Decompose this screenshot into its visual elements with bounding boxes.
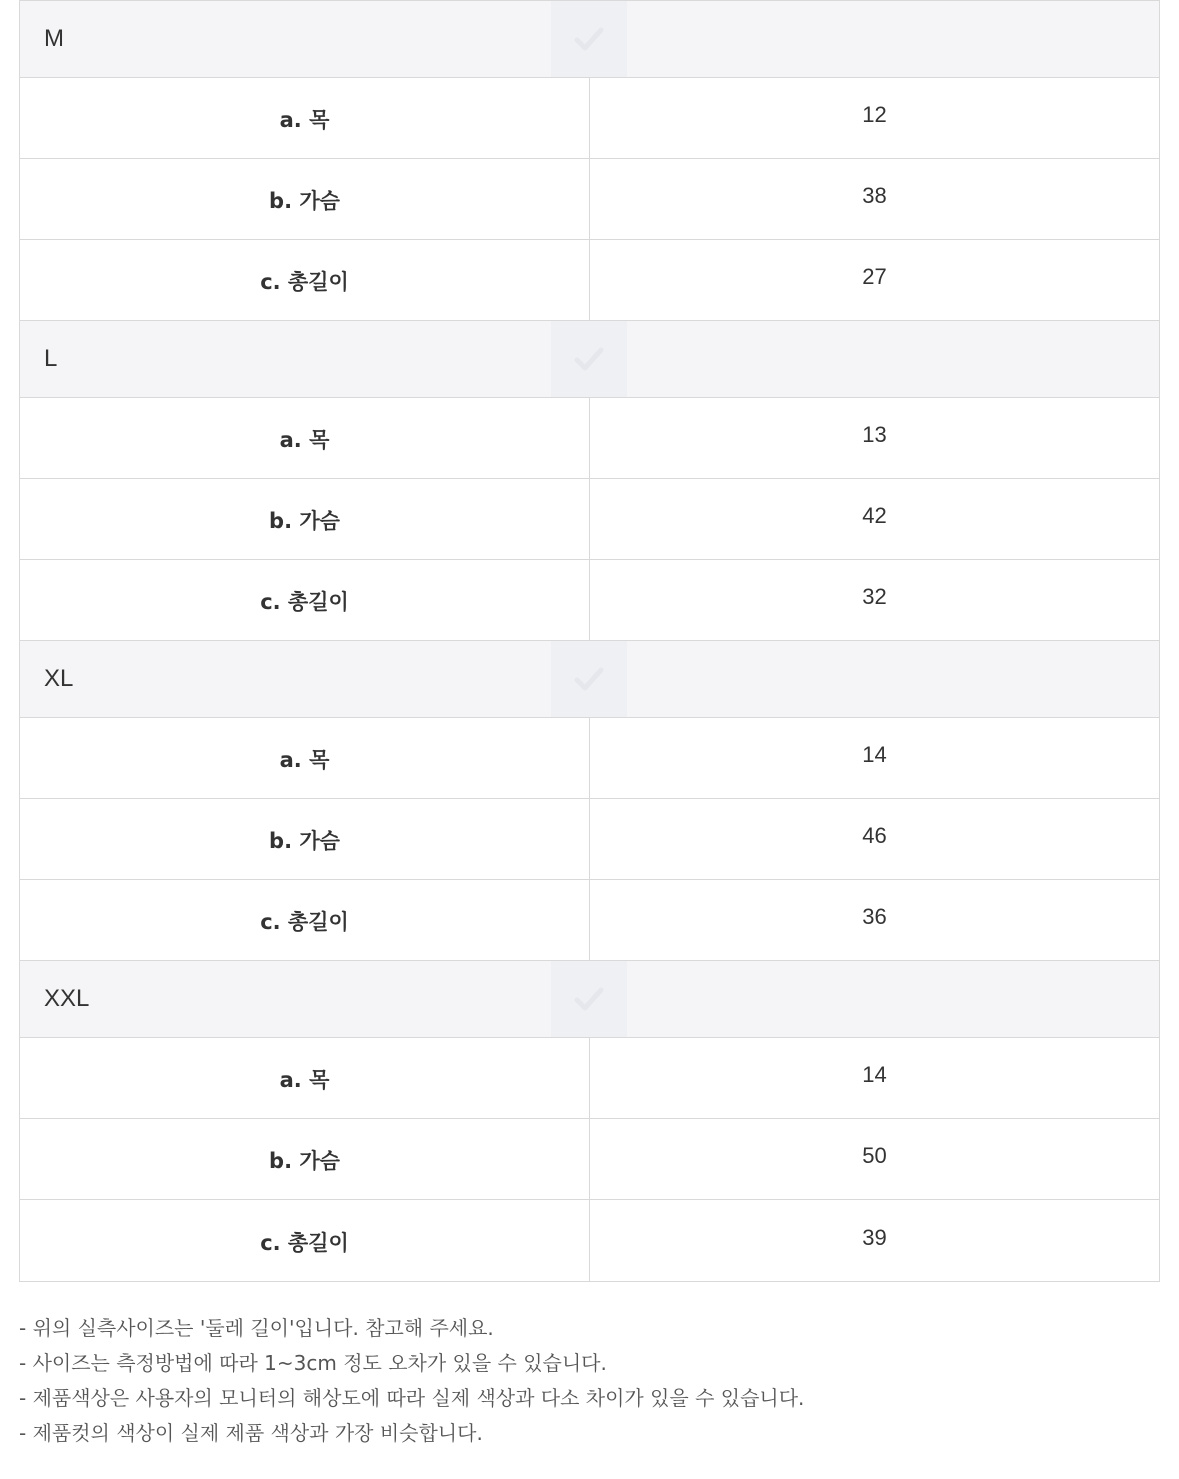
measure-label: c. 총길이 — [20, 1200, 590, 1281]
table-row — [20, 479, 1159, 560]
size-group-header — [20, 641, 1159, 718]
table-row — [20, 880, 1159, 961]
note-line: - 사이즈는 측정방법에 따라 1~3cm 정도 오차가 있을 수 있습니다. — [19, 1351, 607, 1375]
table-row — [20, 159, 1159, 240]
measure-value: 42 — [862, 503, 887, 528]
measure-label: a. 목 — [20, 398, 590, 478]
measure-value: 13 — [862, 422, 887, 447]
table-row — [20, 1038, 1159, 1119]
measure-label: b. 가슴 — [20, 159, 590, 239]
measure-value: 36 — [862, 904, 887, 929]
measure-value: 27 — [862, 264, 887, 289]
size-label: XXL — [44, 985, 90, 1012]
size-table — [19, 0, 1160, 1282]
measure-value: 14 — [862, 1062, 887, 1087]
measure-label: c. 총길이 — [20, 560, 590, 640]
size-label: XL — [44, 665, 74, 692]
measure-value: 38 — [862, 183, 887, 208]
measure-value: 14 — [862, 742, 887, 767]
measure-value: 39 — [862, 1224, 887, 1250]
measure-value: 46 — [862, 823, 887, 848]
note-line: - 제품컷의 색상이 실제 제품 색상과 가장 비슷합니다. — [19, 1421, 483, 1445]
check-icon — [551, 321, 627, 397]
size-group-header — [20, 1, 1159, 78]
check-icon — [551, 641, 627, 717]
measure-label: a. 목 — [20, 78, 590, 158]
measure-label: c. 총길이 — [20, 880, 590, 960]
check-icon — [551, 961, 627, 1037]
measure-label: b. 가슴 — [20, 799, 590, 879]
size-group-header — [20, 321, 1159, 398]
check-icon — [551, 1, 627, 77]
measure-value: 32 — [862, 584, 887, 609]
measure-label: c. 총길이 — [20, 240, 590, 320]
table-row — [20, 799, 1159, 880]
measure-label: a. 목 — [20, 718, 590, 798]
table-row — [20, 398, 1159, 479]
measure-label: b. 가슴 — [20, 1119, 590, 1199]
measure-label: b. 가슴 — [20, 479, 590, 559]
size-notes — [19, 1311, 1160, 1451]
size-group-header — [20, 961, 1159, 1038]
table-row — [20, 1119, 1159, 1200]
table-row — [20, 718, 1159, 799]
table-row — [20, 560, 1159, 641]
note-line: - 위의 실측사이즈는 '둘레 길이'입니다. 참고해 주세요. — [19, 1316, 494, 1340]
measure-value: 50 — [862, 1143, 887, 1168]
table-row — [20, 240, 1159, 321]
table-row — [20, 78, 1159, 159]
table-row — [20, 1200, 1159, 1281]
measure-value: 12 — [862, 102, 887, 127]
note-line: - 제품색상은 사용자의 모니터의 해상도에 따라 실제 색상과 다소 차이가 있을 수 있습니다. — [19, 1386, 805, 1410]
size-label: L — [44, 345, 58, 372]
measure-label: a. 목 — [20, 1038, 590, 1118]
size-label: M — [44, 25, 64, 52]
